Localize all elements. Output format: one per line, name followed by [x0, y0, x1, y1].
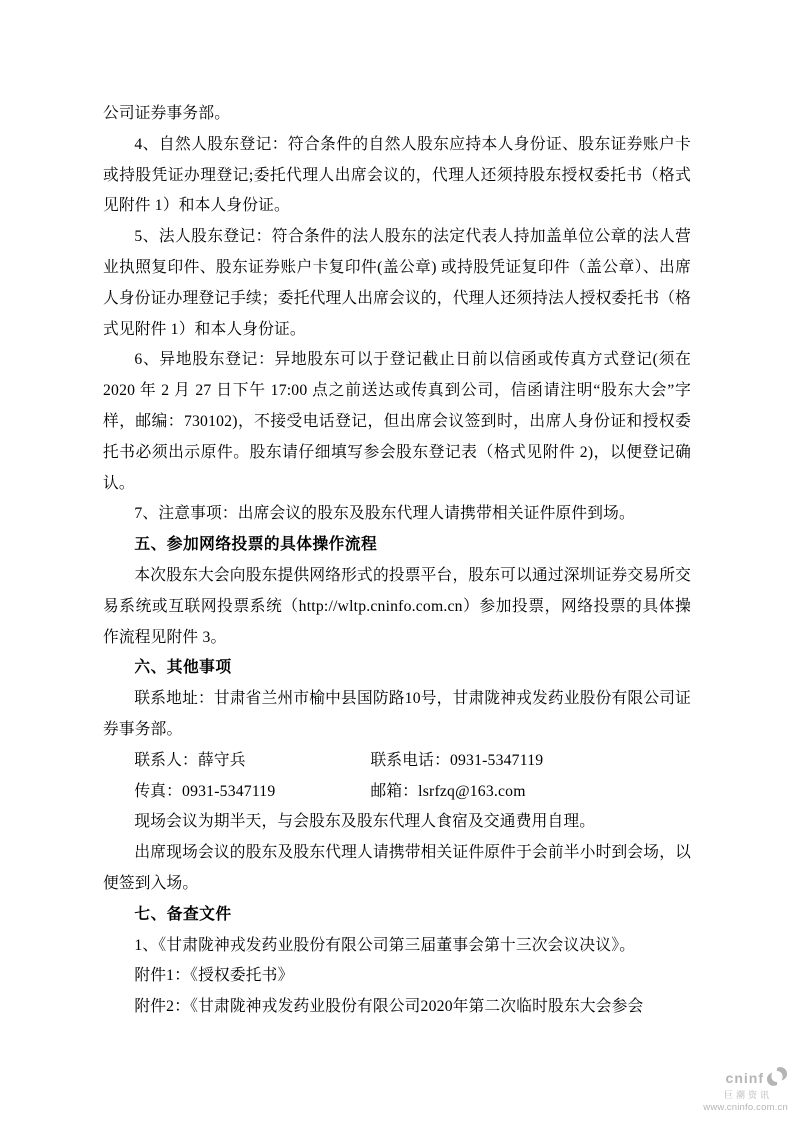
para-online-voting-platform: 本次股东大会向股东提供网络形式的投票平台，股东可以通过深圳证券交易所交易系统或互联网投票系统（http://wltp.cninfo.com.cn）参加投票，网络投票的具体操作流程见附件 3。 [103, 566, 691, 646]
contact-row-person-phone [103, 746, 691, 777]
para-natural-person-registration: 4、自然人股东登记：符合条件的自然人股东应持本人身份证、股东证券账户卡或持股凭证办理登记;委托代理人出席会议的，代理人还须持股东授权委托书（格式见附件 1）和本人身份证。 [103, 135, 691, 215]
document-body [103, 99, 691, 1023]
para-legal-person-registration: 5、法人股东登记：符合条件的法人股东的法定代表人持加盖单位公章的法人营业执照复印件、股东证券账户卡复印件(盖公章) 或持股凭证复印件（盖公章）、出席人身份证办理登记手续；委托代理人出席会议的，代理人还须持法人授权委托书（格式见附件 1）和本人身份证。 [103, 228, 691, 338]
cninfo-logo-icon [766, 1067, 788, 1089]
para-arrival-notice: 出席现场会议的股东及股东代理人请携带相关证件原件于会前半小时到会场，以便签到入场。 [103, 844, 691, 892]
heading-section-7-documents: 七、备查文件 [134, 905, 232, 923]
cninfo-url: www.cninfo.com.cn [703, 1101, 788, 1113]
cninfo-brand-text: cninf [725, 1069, 764, 1086]
para-meeting-duration: 现场会议为期半天，与会股东及股东代理人食宿及交通费用自理。 [134, 813, 596, 831]
contact-phone: 联系电话：0931-5347119 [370, 751, 544, 769]
heading-section-5-online-voting: 五、参加网络投票的具体操作流程 [134, 536, 378, 554]
heading-section-6-other-matters: 六、其他事项 [134, 659, 232, 677]
para-board-resolution: 1、《甘肃陇神戎发药业股份有限公司第三届董事会第十三次会议决议》。 [134, 936, 636, 954]
contact-row-fax-email [103, 777, 691, 808]
para-notice-items: 7、注意事项：出席会议的股东及股东代理人请携带相关证件原件到场。 [134, 505, 635, 523]
contact-person: 联系人：薛守兵 [134, 751, 246, 769]
para-attachment-2: 附件2：《甘肃陇神戎发药业股份有限公司2020年第二次临时股东大会参会 [134, 998, 644, 1016]
cninfo-chinese-name: 巨潮资讯 [723, 1089, 772, 1100]
contact-email: 邮箱：lsrfzq@163.com [370, 782, 526, 800]
cninfo-watermark [703, 1067, 788, 1113]
cninfo-brand-row [703, 1067, 788, 1089]
para-contact-address: 联系地址：甘肃省兰州市榆中县国防路10号，甘肃陇神戎发药业股份有限公司证券事务部。 [103, 690, 691, 738]
para-continuation: 公司证券事务部。 [103, 105, 231, 122]
para-attachment-1: 附件1：《授权委托书》 [134, 967, 294, 985]
contact-fax: 传真：0931-5347119 [134, 782, 276, 800]
para-remote-shareholder-registration: 6、异地股东登记：异地股东可以于登记截止日前以信函或传真方式登记(须在2020 年 2 月 27 日下午 17:00 点之前送达或传真到公司，信函请注明“股东大会”字样，邮编：730102)，不接受电话登记，但出席会议签到时，出席人身份证和授权委托书必须出示原件。股东请仔细填写参会股东登记表（格式见附件 2)，以便登记确认。 [103, 351, 691, 492]
